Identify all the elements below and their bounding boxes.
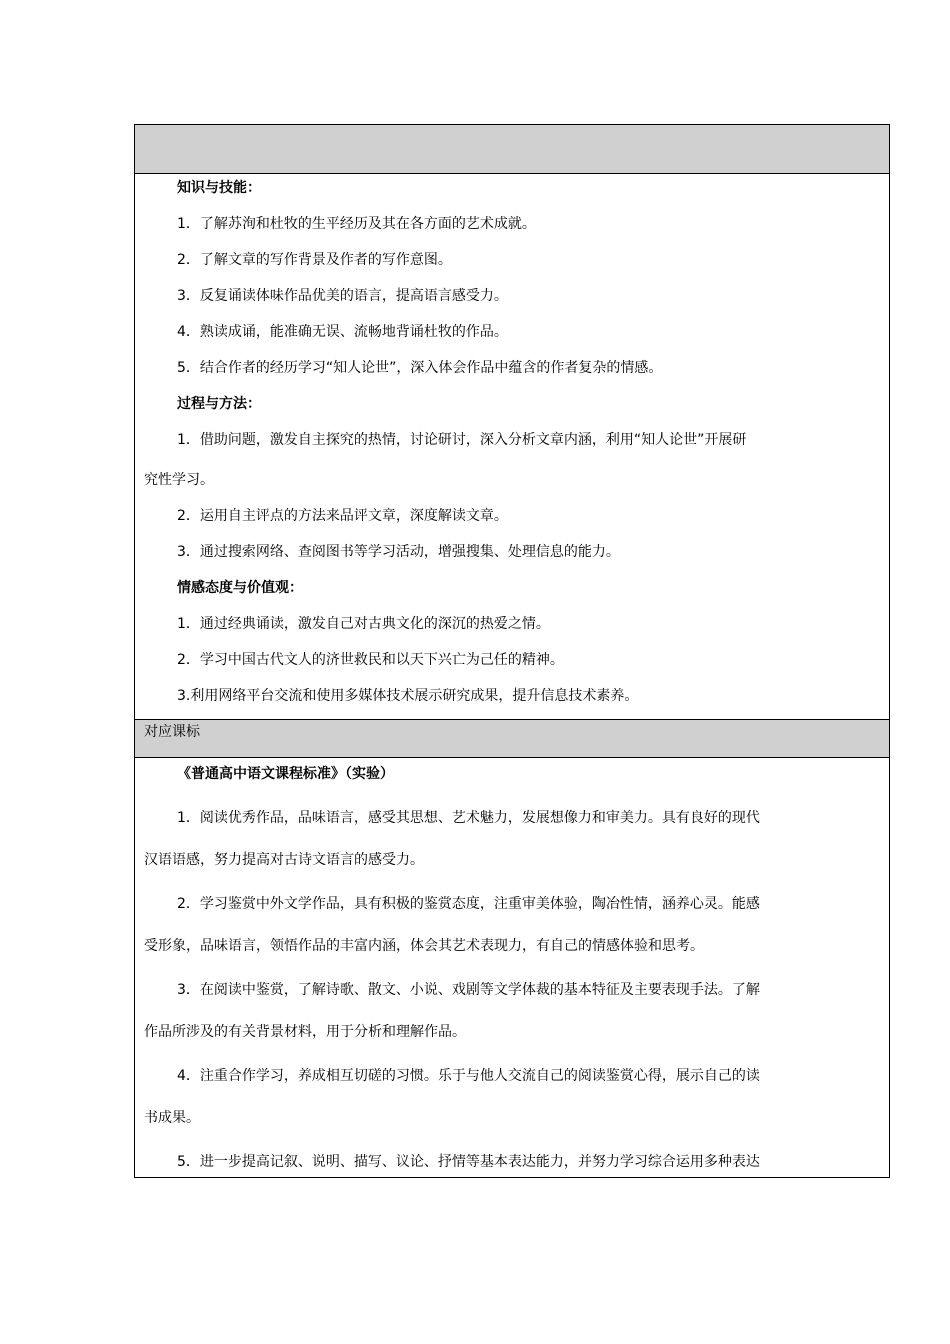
emotion-item: 1．通过经典诵读，激发自己对古典文化的深沉的热爱之情。 xyxy=(177,616,550,632)
knowledge-item: 4．熟读成诵，能准确无误、流畅地背诵杜牧的作品。 xyxy=(177,324,508,340)
standards-line: 4．注重合作学习，养成相互切磋的习惯。乐于与他人交流自己的阅读鉴赏心得，展示自己的读 xyxy=(177,1068,760,1084)
knowledge-item: 5．结合作者的经历学习“知人论世”，深入体会作品中蕴含的作者复杂的情感。 xyxy=(177,360,663,376)
process-item: 2．运用自主评点的方法来品评文章，深度解读文章。 xyxy=(177,508,508,524)
emotion-item: 3.利用网络平台交流和使用多媒体技术展示研究成果，提升信息技术素养。 xyxy=(177,688,639,704)
standards-line: 3．在阅读中鉴赏，了解诗歌、散文、小说、戏剧等文学体裁的基本特征及主要表现手法。了解 xyxy=(177,982,760,998)
standards-line: 受形象，品味语言，领悟作品的丰富内涵，体会其艺术表现力，有自己的情感体验和思考。 xyxy=(144,938,704,954)
knowledge-item: 1．了解苏洵和杜牧的生平经历及其在各方面的艺术成就。 xyxy=(177,216,536,232)
process-item: 1．借助问题，激发自主探究的热情，讨论研讨，深入分析文章内涵，利用“知人论世”开展研 xyxy=(177,432,747,448)
process-item: 究性学习。 xyxy=(144,472,214,488)
standards-line: 2．学习鉴赏中外文学作品，具有积极的鉴赏态度，注重审美体验，陶冶性情，涵养心灵。能感 xyxy=(177,896,760,912)
standards-line: 作品所涉及的有关背景材料，用于分析和理解作品。 xyxy=(144,1024,466,1040)
standards-line: 汉语语感，努力提高对古诗文语言的感受力。 xyxy=(144,852,424,868)
emotion-heading: 情感态度与价值观： xyxy=(177,580,303,596)
knowledge-item: 3．反复诵读体味作品优美的语言，提高语言感受力。 xyxy=(177,288,508,304)
standards-header-row: 对应课标 xyxy=(135,719,889,758)
standards-line: 1．阅读优秀作品，品味语言，感受其思想、艺术魅力，发展想像力和审美力。具有良好的现代 xyxy=(177,810,760,826)
standards-title: 《普通高中语文课程标准》（实验） xyxy=(177,766,394,782)
knowledge-item: 2．了解文章的写作背景及作者的写作意图。 xyxy=(177,252,452,268)
knowledge-heading: 知识与技能： xyxy=(177,180,261,196)
lesson-plan-table xyxy=(134,124,890,1178)
emotion-item: 2．学习中国古代文人的济世救民和以天下兴亡为己任的精神。 xyxy=(177,652,564,668)
process-heading: 过程与方法： xyxy=(177,396,261,412)
standards-line: 5．进一步提高记叙、说明、描写、议论、抒情等基本表达能力，并努力学习综合运用多种表达 xyxy=(177,1154,760,1170)
process-item: 3．通过搜索网络、查阅图书等学习活动，增强搜集、处理信息的能力。 xyxy=(177,544,620,560)
table-header-row xyxy=(135,125,889,174)
standards-line: 书成果。 xyxy=(144,1110,200,1126)
